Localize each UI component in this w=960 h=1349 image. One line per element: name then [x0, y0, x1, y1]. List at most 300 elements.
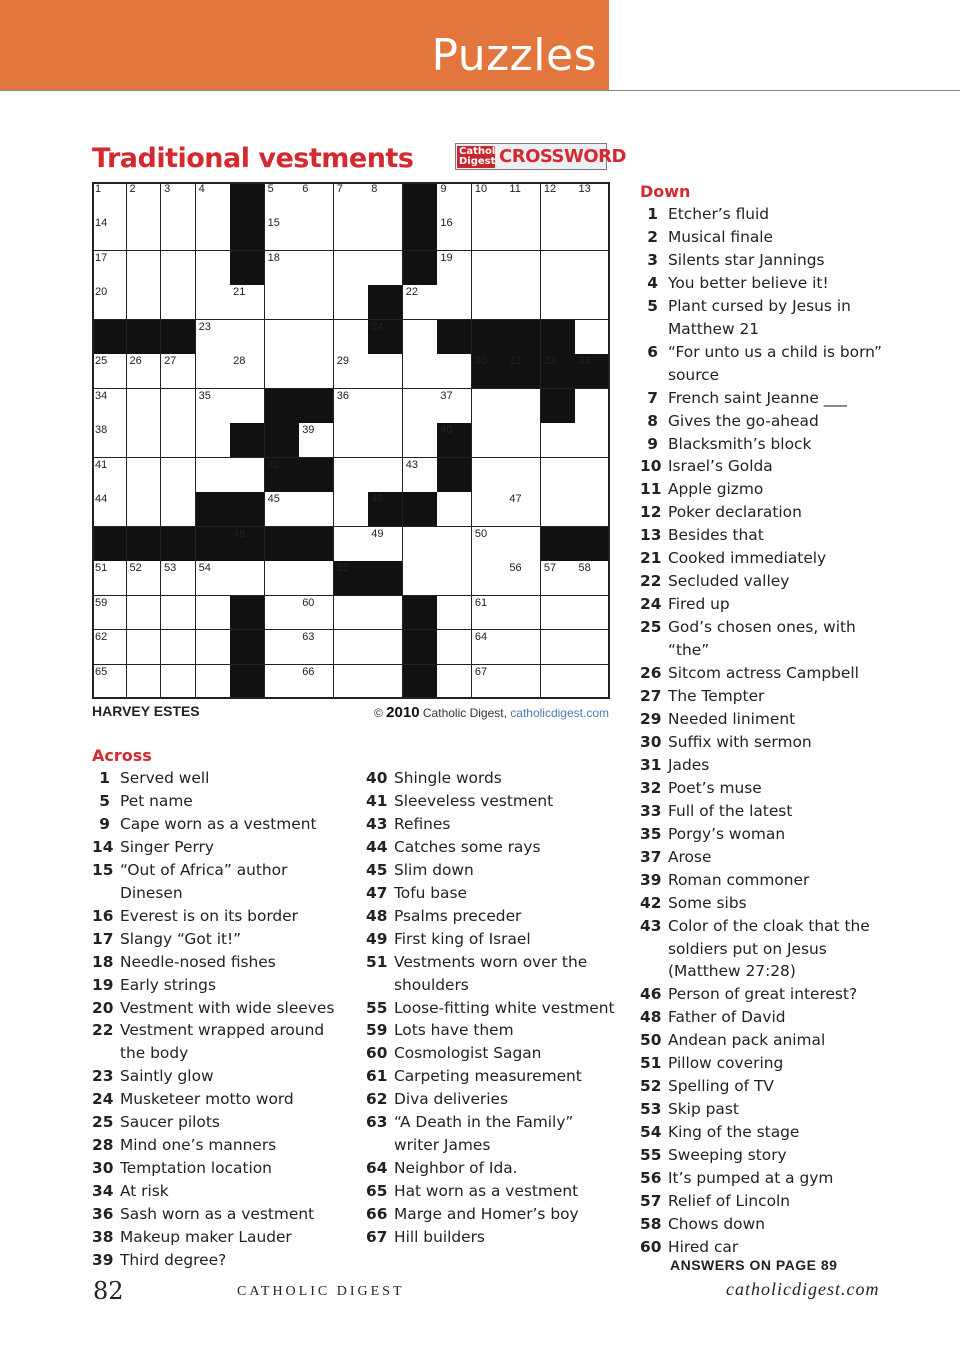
- clue-item: [640, 1121, 890, 1144]
- clue-item-text: Makeup maker Lauder: [120, 1228, 292, 1247]
- clue-item-number: 39: [92, 1251, 114, 1270]
- clue-item: [366, 1088, 616, 1111]
- clue-number: 64: [474, 631, 488, 644]
- grid-cell[interactable]: [196, 423, 231, 458]
- grid-cell[interactable]: [161, 561, 196, 596]
- grid-cell[interactable]: [127, 423, 162, 458]
- clue-item: [640, 800, 890, 823]
- grid-cell[interactable]: [92, 423, 127, 458]
- grid-cell[interactable]: [368, 596, 403, 631]
- clue-number: 42: [267, 458, 280, 471]
- grid-block: [230, 492, 265, 527]
- clue-number: 26: [129, 355, 142, 368]
- grid-cell[interactable]: [230, 354, 265, 389]
- grid-cell[interactable]: [541, 251, 576, 286]
- grid-cell[interactable]: [575, 561, 610, 596]
- grid-cell[interactable]: [541, 561, 576, 596]
- grid-cell[interactable]: [196, 216, 231, 251]
- grid-cell[interactable]: [368, 423, 403, 458]
- clue-item-number: 11: [640, 480, 662, 499]
- grid-cell[interactable]: [575, 216, 610, 251]
- grid-cell[interactable]: [299, 630, 334, 665]
- site-url[interactable]: catholicdigest.com: [726, 1279, 880, 1299]
- grid-cell[interactable]: [334, 527, 369, 562]
- clue-item: [92, 813, 342, 836]
- grid-cell[interactable]: [437, 527, 472, 562]
- clue-item-number: 16: [92, 906, 114, 925]
- grid-cell[interactable]: [127, 561, 162, 596]
- clue-item: [640, 295, 890, 341]
- grid-cell[interactable]: [368, 389, 403, 424]
- grid-block: [196, 527, 231, 562]
- grid-cell[interactable]: [506, 285, 541, 320]
- clue-item-number: 48: [640, 1008, 662, 1027]
- grid-cell[interactable]: [161, 630, 196, 665]
- grid-cell[interactable]: [196, 182, 231, 217]
- grid-cell[interactable]: [472, 596, 507, 631]
- clue-number: 27: [164, 355, 177, 368]
- grid-cell[interactable]: [161, 389, 196, 424]
- grid-cell[interactable]: [92, 630, 127, 665]
- grid-cell[interactable]: [127, 182, 162, 217]
- grid-cell[interactable]: [403, 458, 438, 493]
- answers-note: ANSWERS ON PAGE 89: [670, 1257, 838, 1273]
- grid-cell[interactable]: [265, 182, 300, 217]
- grid-block: [265, 458, 300, 493]
- grid-cell[interactable]: [541, 665, 576, 700]
- grid-cell[interactable]: [368, 665, 403, 700]
- grid-cell[interactable]: [403, 561, 438, 596]
- clue-item-number: 5: [647, 296, 658, 315]
- clue-item-number: 39: [640, 870, 662, 889]
- clue-item-number: 56: [640, 1169, 662, 1188]
- grid-cell[interactable]: [403, 285, 438, 320]
- grid-cell[interactable]: [196, 354, 231, 389]
- grid-cell[interactable]: [334, 216, 369, 251]
- clue-item: [92, 1226, 342, 1249]
- clue-item: [366, 1065, 616, 1088]
- clue-item-text: Sleeveless vestment: [394, 791, 554, 810]
- grid-cell[interactable]: [506, 561, 541, 596]
- clue-item: [366, 905, 616, 928]
- grid-cell[interactable]: [299, 285, 334, 320]
- grid-cell[interactable]: [575, 389, 610, 424]
- grid-cell[interactable]: [506, 596, 541, 631]
- clue-number: 58: [578, 562, 591, 575]
- clue-item-number: 45: [366, 860, 388, 879]
- grid-cell[interactable]: [506, 389, 541, 424]
- clue-item: [366, 813, 616, 836]
- grid-cell[interactable]: [92, 561, 127, 596]
- clue-item-number: 5: [99, 791, 110, 810]
- clue-number: 34: [95, 389, 108, 402]
- grid-cell[interactable]: [92, 665, 127, 700]
- grid-cell[interactable]: [437, 389, 472, 424]
- grid-cell[interactable]: [127, 389, 162, 424]
- clue-item-number: 59: [366, 1021, 388, 1040]
- grid-cell[interactable]: [506, 492, 541, 527]
- grid-cell[interactable]: [575, 285, 610, 320]
- grid-cell[interactable]: [334, 596, 369, 631]
- grid-cell[interactable]: [161, 182, 196, 217]
- grid-cell[interactable]: [265, 251, 300, 286]
- section-title: Puzzles: [431, 30, 597, 81]
- grid-cell[interactable]: [265, 320, 300, 355]
- grid-cell[interactable]: [161, 665, 196, 700]
- grid-cell[interactable]: [368, 216, 403, 251]
- grid-cell[interactable]: [92, 596, 127, 631]
- grid-block: [230, 596, 265, 631]
- grid-cell[interactable]: [161, 492, 196, 527]
- grid-cell[interactable]: [575, 320, 610, 355]
- grid-cell[interactable]: [472, 423, 507, 458]
- clue-number: 18: [267, 251, 280, 264]
- grid-cell[interactable]: [127, 251, 162, 286]
- grid-cell[interactable]: [161, 285, 196, 320]
- grid-cell[interactable]: [541, 182, 576, 217]
- grid-block: [403, 630, 438, 665]
- grid-cell[interactable]: [92, 389, 127, 424]
- grid-cell[interactable]: [127, 458, 162, 493]
- clue-item-text: Secluded valley: [668, 572, 790, 591]
- across-clues-col1: [92, 767, 342, 1272]
- grid-block: [541, 389, 576, 424]
- grid-cell[interactable]: [127, 630, 162, 665]
- grid-cell[interactable]: [575, 182, 610, 217]
- grid-cell[interactable]: [506, 216, 541, 251]
- clue-item-number: 46: [640, 985, 662, 1004]
- grid-cell[interactable]: [196, 251, 231, 286]
- grid-cell[interactable]: [506, 423, 541, 458]
- grid-cell[interactable]: [92, 354, 127, 389]
- grid-cell[interactable]: [334, 630, 369, 665]
- clue-item-number: 64: [366, 1159, 388, 1178]
- clue-item-number: 9: [647, 434, 658, 453]
- clue-item-text: Slim down: [394, 860, 474, 879]
- grid-cell[interactable]: [196, 665, 231, 700]
- grid-cell[interactable]: [196, 389, 231, 424]
- grid-cell[interactable]: [334, 492, 369, 527]
- clue-item: [640, 1052, 890, 1075]
- grid-cell[interactable]: [196, 596, 231, 631]
- grid-block: [437, 458, 472, 493]
- clue-item-text: Skip past: [668, 1100, 739, 1119]
- grid-cell[interactable]: [437, 251, 472, 286]
- grid-cell[interactable]: [265, 665, 300, 700]
- grid-block: [92, 320, 127, 355]
- clue-item-number: 61: [366, 1067, 388, 1086]
- grid-cell[interactable]: [92, 285, 127, 320]
- clue-item: [92, 859, 342, 905]
- grid-cell[interactable]: [230, 389, 265, 424]
- grid-cell[interactable]: [265, 561, 300, 596]
- clue-item: [640, 915, 890, 984]
- grid-cell[interactable]: [299, 320, 334, 355]
- clue-item-number: 24: [640, 595, 662, 614]
- grid-cell[interactable]: [437, 354, 472, 389]
- grid-cell[interactable]: [230, 320, 265, 355]
- grid-cell[interactable]: [334, 285, 369, 320]
- clue-item: [640, 341, 890, 387]
- grid-cell[interactable]: [92, 251, 127, 286]
- grid-cell[interactable]: [368, 251, 403, 286]
- clue-item-text: Color of the cloak that the soldiers put on Jesus (Matthew 27:28): [668, 916, 870, 981]
- clue-number: 39: [302, 424, 315, 437]
- grid-cell[interactable]: [403, 320, 438, 355]
- grid-cell[interactable]: [403, 354, 438, 389]
- clue-number: 8: [371, 183, 378, 195]
- grid-cell[interactable]: [472, 182, 507, 217]
- clue-item-text: King of the stage: [668, 1123, 800, 1142]
- grid-cell[interactable]: [334, 423, 369, 458]
- clue-item: [92, 997, 342, 1020]
- grid-cell[interactable]: [575, 251, 610, 286]
- grid-cell[interactable]: [334, 665, 369, 700]
- clue-number: 7: [336, 183, 343, 195]
- grid-cell[interactable]: [541, 458, 576, 493]
- grid-cell[interactable]: [196, 561, 231, 596]
- clue-item-text: Suffix with sermon: [668, 732, 812, 751]
- grid-cell[interactable]: [506, 182, 541, 217]
- clue-item-number: 48: [366, 906, 388, 925]
- grid-cell[interactable]: [334, 354, 369, 389]
- clue-number: 9: [440, 183, 447, 195]
- magazine-name: CATHOLIC DIGEST: [237, 1284, 405, 1299]
- clue-item-text: Diva deliveries: [394, 1090, 509, 1109]
- grid-cell[interactable]: [127, 596, 162, 631]
- grid-cell[interactable]: [472, 389, 507, 424]
- grid-cell[interactable]: [299, 251, 334, 286]
- copyright-url[interactable]: catholicdigest.com: [510, 706, 609, 720]
- grid-cell[interactable]: [437, 285, 472, 320]
- grid-cell[interactable]: [403, 389, 438, 424]
- clue-item-text: Hill builders: [394, 1228, 485, 1247]
- grid-cell[interactable]: [506, 251, 541, 286]
- clue-item-number: 22: [640, 572, 662, 591]
- grid-cell[interactable]: [334, 389, 369, 424]
- grid-cell[interactable]: [92, 216, 127, 251]
- clue-item: [366, 951, 616, 997]
- grid-block: [127, 320, 162, 355]
- grid-cell[interactable]: [92, 458, 127, 493]
- grid-cell[interactable]: [437, 561, 472, 596]
- grid-cell[interactable]: [299, 596, 334, 631]
- clue-item: [640, 1144, 890, 1167]
- grid-cell[interactable]: [265, 354, 300, 389]
- clue-number: 47: [509, 493, 522, 506]
- grid-cell[interactable]: [299, 561, 334, 596]
- clue-item-number: 18: [92, 952, 114, 971]
- grid-cell[interactable]: [230, 458, 265, 493]
- grid-cell[interactable]: [368, 630, 403, 665]
- grid-cell[interactable]: [506, 630, 541, 665]
- grid-block: [541, 354, 576, 389]
- grid-cell[interactable]: [472, 251, 507, 286]
- clue-item-number: 50: [640, 1031, 662, 1050]
- clue-item-number: 38: [92, 1228, 114, 1247]
- grid-cell[interactable]: [541, 285, 576, 320]
- grid-cell[interactable]: [437, 182, 472, 217]
- clue-item: [640, 524, 890, 547]
- clue-item: [640, 272, 890, 295]
- clue-item: [640, 983, 890, 1006]
- clue-item-text: Gives the go-ahead: [668, 411, 819, 430]
- grid-cell[interactable]: [575, 492, 610, 527]
- clue-item: [640, 892, 890, 915]
- grid-cell[interactable]: [368, 182, 403, 217]
- clue-item-number: 51: [640, 1054, 662, 1073]
- clue-item-number: 25: [640, 618, 662, 637]
- clue-item-number: 27: [640, 687, 662, 706]
- grid-cell[interactable]: [127, 354, 162, 389]
- clue-item-text: Psalms preceder: [394, 906, 522, 925]
- grid-block: [230, 216, 265, 251]
- grid-cell[interactable]: [196, 320, 231, 355]
- grid-cell[interactable]: [541, 596, 576, 631]
- clue-item-number: 40: [366, 769, 388, 787]
- grid-cell[interactable]: [472, 285, 507, 320]
- clue-item-text: Arose: [668, 847, 712, 866]
- grid-cell[interactable]: [161, 251, 196, 286]
- clue-item-text: The Tempter: [668, 687, 765, 706]
- grid-cell[interactable]: [265, 630, 300, 665]
- grid-cell[interactable]: [541, 492, 576, 527]
- grid-cell[interactable]: [506, 665, 541, 700]
- grid-cell[interactable]: [334, 182, 369, 217]
- grid-cell[interactable]: [575, 458, 610, 493]
- across-heading: Across: [92, 746, 152, 765]
- grid-cell[interactable]: [403, 527, 438, 562]
- grid-cell[interactable]: [437, 665, 472, 700]
- grid-cell[interactable]: [265, 216, 300, 251]
- clue-number: 12: [543, 183, 557, 195]
- clue-item-text: It’s pumped at a gym: [668, 1169, 834, 1188]
- grid-cell[interactable]: [403, 423, 438, 458]
- clue-item-text: Poker declaration: [668, 503, 802, 522]
- grid-cell[interactable]: [575, 630, 610, 665]
- grid-cell[interactable]: [541, 216, 576, 251]
- clue-item-text: Vestment wrapped around the body: [120, 1021, 325, 1063]
- grid-block: [403, 596, 438, 631]
- grid-cell[interactable]: [265, 492, 300, 527]
- grid-cell[interactable]: [196, 630, 231, 665]
- grid-cell[interactable]: [196, 285, 231, 320]
- grid-cell[interactable]: [472, 665, 507, 700]
- clue-item: [366, 836, 616, 859]
- puzzle-title: Traditional vestments: [92, 143, 414, 174]
- crossword-grid[interactable]: [92, 182, 610, 699]
- clue-item-number: 2: [647, 227, 658, 246]
- header-divider: [0, 90, 960, 91]
- clue-item-text: Pet name: [120, 791, 193, 810]
- clue-item-number: 28: [92, 1136, 114, 1155]
- clue-number: 40: [440, 424, 453, 437]
- grid-cell[interactable]: [575, 596, 610, 631]
- grid-block: [368, 492, 403, 527]
- clue-item-text: Spelling of TV: [668, 1077, 774, 1096]
- grid-cell[interactable]: [92, 492, 127, 527]
- grid-cell[interactable]: [334, 320, 369, 355]
- grid-cell[interactable]: [437, 630, 472, 665]
- grid-block: [506, 320, 541, 355]
- clue-number: 16: [440, 217, 453, 230]
- grid-cell[interactable]: [368, 354, 403, 389]
- grid-block: [541, 527, 576, 562]
- clue-item-number: 14: [92, 837, 114, 856]
- grid-cell[interactable]: [161, 458, 196, 493]
- grid-cell[interactable]: [299, 182, 334, 217]
- clue-item-text: Silents star Jannings: [668, 250, 825, 269]
- clue-item-number: 25: [92, 1113, 114, 1132]
- grid-cell[interactable]: [92, 182, 127, 217]
- grid-cell[interactable]: [575, 665, 610, 700]
- grid-cell[interactable]: [127, 216, 162, 251]
- grid-cell[interactable]: [196, 458, 231, 493]
- grid-cell[interactable]: [230, 285, 265, 320]
- grid-cell[interactable]: [437, 216, 472, 251]
- grid-cell[interactable]: [299, 665, 334, 700]
- grid-cell[interactable]: [575, 423, 610, 458]
- clue-item: [92, 1088, 342, 1111]
- grid-cell[interactable]: [334, 458, 369, 493]
- grid-cell[interactable]: [161, 216, 196, 251]
- grid-cell[interactable]: [161, 354, 196, 389]
- grid-cell[interactable]: [161, 423, 196, 458]
- grid-cell[interactable]: [437, 596, 472, 631]
- clue-item: [640, 547, 890, 570]
- grid-cell[interactable]: [506, 458, 541, 493]
- clue-item-text: Mind one’s manners: [120, 1136, 277, 1155]
- grid-block: [437, 423, 472, 458]
- grid-cell[interactable]: [299, 492, 334, 527]
- clue-item-text: “Out of Africa” author Dinesen: [120, 860, 288, 902]
- grid-cell[interactable]: [472, 527, 507, 562]
- clue-item-text: Loose-fitting white vestment: [394, 998, 615, 1017]
- clue-number: 10: [474, 183, 488, 195]
- grid-cell[interactable]: [230, 561, 265, 596]
- clue-item-text: Early strings: [120, 975, 216, 994]
- grid-cell[interactable]: [541, 423, 576, 458]
- grid-cell[interactable]: [265, 285, 300, 320]
- clue-number: 22: [405, 286, 419, 299]
- grid-cell[interactable]: [127, 492, 162, 527]
- clue-item: [640, 616, 890, 662]
- grid-cell[interactable]: [127, 665, 162, 700]
- grid-cell[interactable]: [437, 492, 472, 527]
- grid-block: [541, 320, 576, 355]
- grid-cell[interactable]: [127, 285, 162, 320]
- grid-cell[interactable]: [472, 458, 507, 493]
- grid-cell[interactable]: [368, 527, 403, 562]
- grid-cell[interactable]: [472, 561, 507, 596]
- grid-cell[interactable]: [299, 423, 334, 458]
- grid-cell[interactable]: [506, 527, 541, 562]
- grid-cell[interactable]: [472, 630, 507, 665]
- grid-cell[interactable]: [265, 596, 300, 631]
- grid-block: [230, 423, 265, 458]
- grid-cell[interactable]: [368, 458, 403, 493]
- grid-cell[interactable]: [299, 354, 334, 389]
- clue-item: [92, 1111, 342, 1134]
- grid-cell[interactable]: [299, 216, 334, 251]
- clue-item-number: 37: [640, 847, 662, 866]
- clue-item-text: At risk: [120, 1182, 169, 1201]
- grid-cell[interactable]: [472, 216, 507, 251]
- grid-cell[interactable]: [161, 596, 196, 631]
- grid-cell[interactable]: [334, 251, 369, 286]
- grid-cell[interactable]: [472, 492, 507, 527]
- grid-cell[interactable]: [541, 630, 576, 665]
